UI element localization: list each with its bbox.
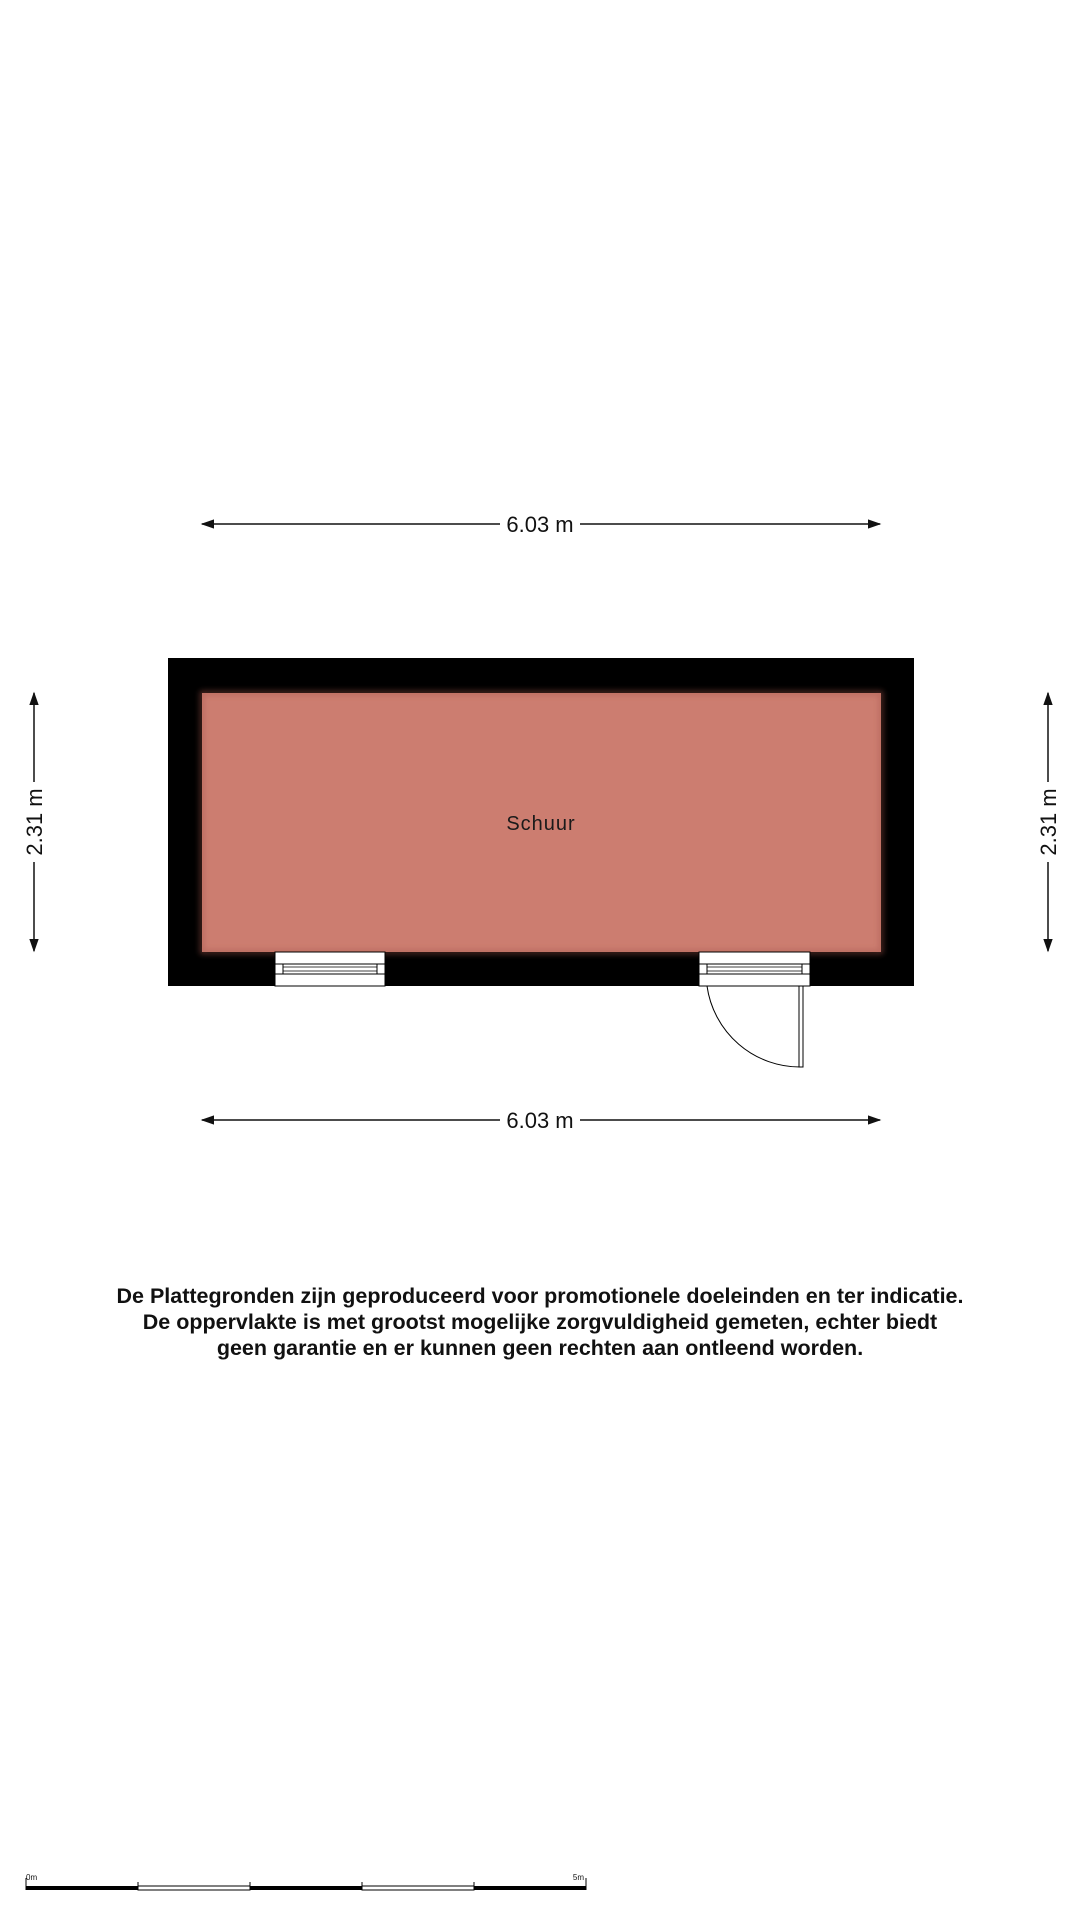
scale-end-label: 5m [572, 1873, 584, 1882]
window [275, 952, 385, 986]
door-jamb-right [802, 964, 810, 974]
scale-segment [250, 1886, 362, 1890]
scale-start-label: 0m [26, 1873, 38, 1882]
disclaimer [40, 1283, 1040, 1361]
door-swing-arc [707, 986, 801, 1067]
door-jamb-left [699, 964, 707, 974]
window-jamb-left [275, 964, 283, 974]
room-label: Schuur [506, 813, 576, 835]
window-jamb-right [377, 964, 385, 974]
disclaimer-line: De oppervlakte is met grootst mogelijke zorgvuldigheid gemeten, echter biedt [142, 1310, 938, 1334]
door-frame [699, 964, 810, 974]
disclaimer-line: De Plattegronden zijn geproduceerd voor promotionele doeleinden en ter indicatie. [116, 1284, 964, 1308]
scale-bar [26, 1873, 586, 1890]
dimension-left-label: 2.31 m [22, 788, 47, 856]
dimension-top [202, 512, 880, 537]
dimension-left [22, 693, 47, 951]
scale-segment [474, 1886, 586, 1890]
door-leaf [799, 986, 803, 1067]
dimension-right-label: 2.31 m [1036, 788, 1061, 856]
window-frame [275, 964, 385, 974]
scale-segment [138, 1886, 250, 1890]
scale-segment [362, 1886, 474, 1890]
building [168, 658, 914, 986]
dimension-right [1036, 693, 1061, 951]
door [699, 952, 810, 1067]
disclaimer-line: geen garantie en er kunnen geen rechten aan ontleend worden. [216, 1336, 864, 1360]
dimension-top-label: 6.03 m [506, 512, 574, 537]
dimension-bottom [202, 1108, 880, 1133]
dimension-bottom-label: 6.03 m [506, 1108, 574, 1133]
scale-segment [26, 1886, 138, 1890]
